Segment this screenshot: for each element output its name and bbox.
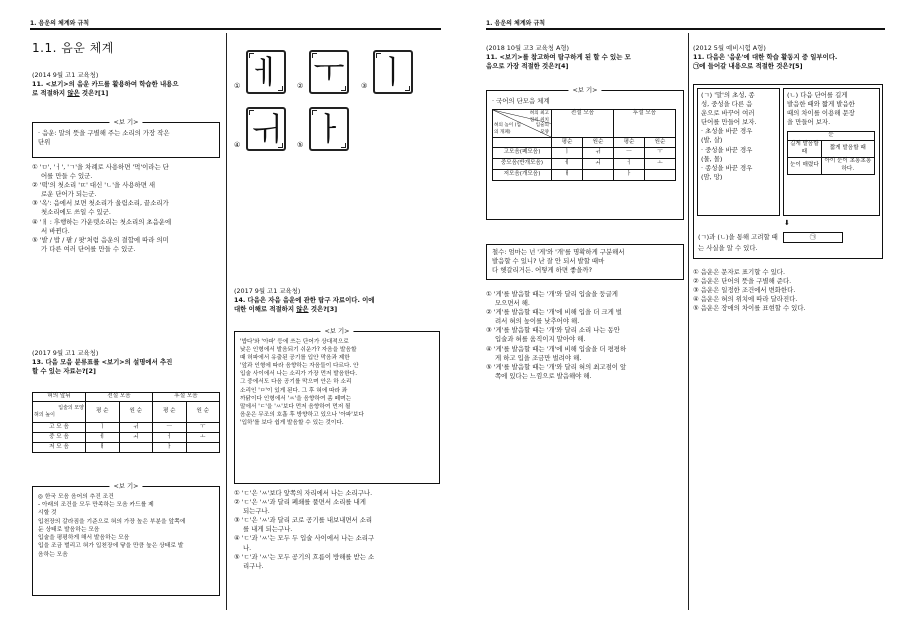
q13-th-back: 후설 모음 (153, 393, 220, 402)
q11-box-text1: · 음운: 말의 뜻을 구별해 주는 소리의 가장 작은 (38, 129, 170, 137)
question-11 (32, 71, 222, 98)
q13-box-line: - 아래의 조건을 모두 만족하는 모음 카드를 제 (38, 502, 154, 509)
q13-cell: ㅐ (86, 443, 120, 453)
q11c-left-line: (맘, 망) (701, 172, 723, 181)
q11b-row-label: 중모음(반개모음) (493, 159, 552, 170)
q13-box-line: 입을 조금 벌리고 혀가 입천장에 닿을 만큼 높은 상태로 발 (38, 543, 184, 550)
q14-box-line: 때 허파에서 유출된 공기를 입안 막음과 제한 (240, 355, 350, 362)
q11-options (32, 163, 224, 254)
q11b-prompt-box (486, 244, 684, 280)
q14-line2b: 것은?[3] (308, 305, 338, 314)
q11c-inner-head: 눈 (788, 132, 875, 141)
q14-options (234, 489, 440, 571)
q11c-blank: ㉠ (783, 232, 843, 243)
q13-cell: ㅔ (86, 433, 120, 443)
q13-th-front: 전설 모음 (86, 393, 153, 402)
q13-th-round2: 원 순 (186, 402, 220, 423)
vowel-card-2: ㅜ (309, 50, 349, 94)
q13-cell: ㅚ (119, 433, 153, 443)
q13-th-round: 원 순 (119, 402, 153, 423)
question-14 (234, 287, 439, 314)
q13-cell (186, 443, 220, 453)
q11b-opt-0[interactable]: ① '게'를 발음할 때는 '개'와 달리 입술을 둥글게 (486, 290, 618, 298)
q13-line2: 할 수 있는 자료는?[2] (32, 367, 96, 376)
q13-th-tongue: 혀의 앞뒤 (33, 393, 86, 402)
q11c-right-line: 을 만들어 보자. (787, 118, 831, 127)
q11c-left-line: · 중성을 바꾼 경우 (701, 145, 753, 154)
q11c-inner-col1: 길게 발음할 때 (788, 141, 822, 158)
q14-opt-2: 되는구나. (243, 507, 270, 516)
vowel-card-4: ㅟ (246, 107, 286, 151)
vowel-card-1: ㅔ (246, 50, 286, 94)
q13-vowel-table (32, 392, 220, 453)
q11c-summary (698, 232, 880, 243)
q11-box-label: <보 기> (109, 118, 142, 127)
down-arrow-icon: ⬇ (784, 219, 790, 227)
q14-not: 않은 (296, 305, 309, 314)
q13-box-line: 입술을 평평하게 해서 발음하는 모음 (38, 535, 130, 542)
q11b-cell: ㅔ (552, 159, 583, 170)
q11c-opt-0[interactable]: ① 음운은 문자로 표기할 수 있다. (693, 268, 785, 276)
q11-opt-5: 첫소리에도 쓰일 수 있군. (41, 208, 111, 217)
q11c-left-line: · 초성을 바꾼 경우 (701, 127, 753, 136)
q11-line2 (32, 89, 222, 98)
section-title: 1.1. 음운 체계 (32, 41, 114, 55)
q13-box (32, 482, 220, 596)
q14-box-line: 낮은 인형에서 발음되기 쉬운가? 자음을 발음할 (240, 347, 357, 354)
q13-th-height: 혀의 높이 (34, 412, 55, 418)
q11c-source: (2012 5월 예비시험 A형) (693, 44, 766, 52)
q11b-box-label: <보 기> (568, 86, 601, 95)
q13-box-line: 입천장의 갈라짐을 기준으로 혀의 가장 높은 부분을 앞쪽에 (38, 518, 186, 525)
q11-opt-7: 서 바뀐다. (41, 226, 70, 235)
q14-line1: 14. 다음은 자음 음운에 관한 탐구 자료이다. 이에 (234, 296, 375, 305)
q13-cell: ㅜ (186, 423, 220, 433)
question-11b (486, 44, 684, 71)
q11-opt-9: 가 다른 여러 단어를 만들 수 있군. (41, 244, 136, 253)
q11c-inner-val1: 눈이 매렸다 (788, 158, 822, 175)
q11c-right-line: 때의 차이를 이용해 문장 (787, 109, 855, 118)
q11c-right-panel (783, 88, 880, 216)
q11c-worksheet (693, 84, 883, 259)
q11c-line2: ㉠에 들어갈 내용으로 적절한 것은?[5] (693, 62, 803, 71)
column-divider-2 (688, 33, 689, 610)
question-13 (32, 349, 222, 376)
q11b-line1: 11. <보기>를 참고하여 탐구하게 된 할 수 있는 모 (486, 53, 631, 62)
q11b-cell: ㅣ (552, 148, 583, 159)
q13-box-line: 시할 것 (38, 510, 57, 517)
q11c-left-line: (ㄱ) '말'의 초성, 종 (701, 91, 755, 99)
q11b-opt-2[interactable]: ② '게'를 발음할 때는 '개'에 비해 입을 더 크게 벌 (486, 308, 622, 317)
q14-line2a: 대한 이해로 적절하지 (234, 305, 297, 314)
q13-th-flat: 평 순 (86, 402, 120, 423)
vowel-card-3: ㅣ (373, 50, 413, 94)
q14-opt-5[interactable]: ④ 'ㄷ'과 'ㅆ'는 모두 두 입술 사이에서 나는 소리구 (234, 534, 375, 543)
card-number-5: ⑤ (297, 141, 304, 149)
q11b-opt-5: 입술과 혀를 움직이지 말아야 해. (495, 335, 586, 344)
q14-line2 (234, 305, 439, 314)
q11b-cell: ㅗ (645, 159, 676, 170)
q11c-left-line: (물, 몰) (701, 154, 723, 163)
q11-box (32, 118, 220, 158)
q13-cell: ㅣ (86, 423, 120, 433)
q11-line2a: 로 적절하지 (32, 89, 68, 98)
q13-row-label: 저 모 음 (33, 443, 86, 453)
q11c-summary-b: 는 사실을 알 수 있다. (698, 244, 758, 252)
card-number-1: ① (234, 82, 241, 90)
q11b-cell: ㅟ (583, 148, 614, 159)
q13-cell: ㅗ (186, 433, 220, 443)
q11-line1: 11. <보기>의 음운 카드를 활용하여 학습한 내용으 (32, 80, 179, 89)
header-left: 1. 음운의 체계와 규칙 (30, 20, 90, 27)
q11b-opt-8[interactable]: ⑤ '게'를 발음할 때는 '개'와 달리 혀의 최고점이 앞 (486, 362, 627, 371)
q11c-opt-1[interactable]: ② 음운은 단어의 뜻을 구별해 준다. (693, 277, 792, 286)
header-rule-right (486, 28, 885, 30)
q11b-cell (583, 170, 614, 181)
q11b-cell: ㅜ (645, 148, 676, 159)
card-number-4: ④ (234, 141, 241, 149)
q11b-options (486, 290, 686, 381)
q13-cell: ㅓ (153, 433, 187, 443)
q11-source: (2014 9월 고1 교육청) (32, 71, 99, 79)
q11c-opt-3[interactable]: ④ 음운은 혀의 위치에 따라 달라진다. (693, 295, 798, 304)
q11b-row-label (493, 138, 552, 148)
q11b-opt-6[interactable]: ④ '게'를 발음할 때는 '개'에 비해 입술을 더 평평하 (486, 344, 627, 353)
header-rule-left (30, 28, 441, 30)
q11c-options (693, 268, 885, 313)
q11c-inner-col2: 짧게 발음할 때 (821, 141, 874, 158)
q11b-prompt-line: 철수: 엄마는 넌 '게'와 '개'를 명확하게 구분해서 (492, 248, 625, 256)
q11c-opt-2[interactable]: ③ 음운은 일정한 조건에서 변화한다. (693, 286, 796, 295)
q11b-line2: 음으로 가장 적절한 것은?[4] (486, 62, 569, 71)
q14-opt-6: 나. (243, 543, 252, 552)
q11b-th-corner (493, 110, 552, 138)
q11b-opt-3: 려서 혀의 높이를 낮추어야 해. (495, 317, 580, 326)
q11b-row-label: 저모음(개모음) (493, 170, 552, 181)
q11c-left-line: 성, 중성을 다른 음 (701, 100, 753, 109)
q14-box-label: <보 기> (320, 327, 353, 336)
q11-opt-1: 어를 만들 수 있군. (41, 172, 93, 181)
q14-box-line: '앞과 인형에 따라 음향하는 자음들이 다르다. 안 (240, 363, 359, 370)
q14-box-line: 그 중에서도 다음 공기를 막으며 안은 하 소리 (240, 379, 352, 386)
q13-cell (119, 443, 153, 453)
q11b-cell: ㅓ (614, 159, 645, 170)
q11c-inner-table (787, 131, 875, 175)
q13-box-label: <보 기> (109, 482, 142, 491)
q11-opt-0[interactable]: ① 'ㅁ', 'ㅓ', 'ㄱ'을 차례로 사용하면 '먹'이라는 단 (32, 163, 169, 171)
q14-opt-1[interactable]: ② 'ㄷ'은 'ㅆ'과 달리 폐쇄를 풀면서 소리를 내게 (234, 498, 366, 507)
q11b-cell (645, 170, 676, 181)
q14-opt-8: 리구나. (243, 561, 264, 570)
q11-line2b: 것은?[1] (79, 89, 109, 98)
question-11c (693, 44, 885, 71)
q11b-prompt-line: 다 헷갈리거든. 어떻게 하면 좋을까? (492, 266, 592, 275)
q14-box-line: 말에서 'ㄷ'을 'ㅆ'보다 먼저 음향하여 먼저 될 (240, 403, 351, 410)
q13-source: (2017 9월 고1 교육청) (32, 349, 99, 357)
q13-th-flat2: 평 순 (153, 402, 187, 423)
q11b-opt-7: 게 하고 입을 조금만 벌려야 해. (495, 353, 582, 362)
q11b-th-front: 전설 모음 (552, 110, 614, 138)
q11-opt-2[interactable]: ② '떡'의 첫소리 'ㄸ' 대신 'ㄴ'을 사용하면 새 (32, 181, 156, 190)
q11b-th-round2: 원순 (645, 138, 676, 148)
q11b-opt-1: 모으면서 해. (495, 299, 530, 308)
q13-box-line: 둔 상태로 발음하는 모음 (38, 526, 100, 533)
q11b-th-flat2: 평순 (614, 138, 645, 148)
header-right: 1. 음운의 체계와 규칙 (486, 20, 546, 27)
q14-box (234, 327, 440, 484)
q13-th-corner (33, 402, 86, 423)
q11b-th-height: 혀의 높이 (입의 개폐) (494, 123, 521, 135)
q11-opt-4[interactable]: ③ '옥': 음에서 보면 첫소리가 울림소리, 끝소리가 (32, 199, 169, 208)
q11b-vowel-table (492, 109, 676, 181)
q13-cell: ㅟ (119, 423, 153, 433)
q13-cell: ㅡ (153, 423, 187, 433)
card-number-2: ② (297, 82, 304, 90)
q14-box-line: 까닭이다 인형에서 'ㅆ'을 음향하여 좀 떼며는 (240, 395, 352, 402)
q11c-left-line: 단어를 만들어 보자. (701, 118, 757, 127)
q13-line1: 13. 다음 모음 분류표를 <보기>의 설명에서 추진 (32, 358, 173, 367)
q11b-th-tongue: 혀의 최고점의 위치 (529, 111, 549, 123)
q11b-cell: ㅚ (583, 159, 614, 170)
q11b-sub: · 국어의 단모음 체계 (492, 97, 550, 105)
q11-opt-3: 로운 단어가 되는군. (41, 190, 97, 199)
q14-box-line: '밥다'와 '아파' 등에 쓰는 단어가 상대적으로 (240, 339, 349, 345)
q11c-left-line: 운으로 바꾸어 여러 (701, 109, 755, 118)
q11c-right-line: (ㄴ) 다음 단어를 길게 (787, 91, 848, 99)
q11b-opt-9: 쪽에 있다는 느낌으로 발음해야 해. (495, 371, 592, 380)
q11b-cell: ㅡ (614, 148, 645, 159)
q11c-line1: 11. 다음은 '음운'에 대한 학습 활동지 중 일부이다. (693, 53, 838, 62)
q14-opt-0[interactable]: ① 'ㄷ'은 'ㅆ'보다 앞쪽의 자리에서 나는 소리구나. (234, 489, 373, 497)
q11c-inner-val2: 아이 눈이 초롱초롱하다. (821, 158, 874, 175)
vowel-card-5: ㅏ (309, 107, 349, 151)
q11c-left-line: · 종성을 바꾼 경우 (701, 163, 753, 172)
q11c-right-line: 발음한 때와 짧게 발음한 (787, 100, 855, 109)
q11b-row-label: 고모음(폐모음) (493, 148, 552, 159)
q11c-opt-4[interactable]: ⑤ 음운은 장애의 차이를 표현할 수 있다. (693, 304, 806, 313)
q11b-cell: ㅐ (552, 170, 583, 181)
q13-cell: ㅏ (153, 443, 187, 453)
q11b-opt-4[interactable]: ③ '게'를 발음할 때는 '개'와 달리 소리 나는 동안 (486, 326, 620, 335)
q11b-box (486, 86, 684, 220)
q13-th-lips: 입술의 모양 (58, 404, 84, 411)
q11-opt-6[interactable]: ④ 'ㅐ : 후행하는 가운뎃소리는 첫소리의 초음운에 (32, 217, 172, 226)
q11b-th-back: 후설 모음 (614, 110, 676, 138)
q13-box-line: ◎ 한국 모음 음어의 추진 조건 (38, 494, 114, 500)
q13-row-label: 중 모 음 (33, 433, 86, 443)
q13-box-line: 음하는 모음 (38, 551, 68, 558)
q14-opt-7[interactable]: ⑤ 'ㄷ'과 'ㅆ'는 모두 공기의 흐름이 방해를 받는 소 (234, 552, 375, 561)
q11b-th-flat: 평순 (552, 138, 583, 148)
q14-source: (2017 9월 고1 교육청) (234, 287, 301, 295)
q11b-th-lips: 입술의 모양 (535, 123, 549, 135)
q14-box-line: '입하'를 보다 쉽게 발음할 수 있는 것이다. (240, 419, 344, 426)
q11b-prompt-line: 발음할 수 있니? 난 잘 안 되서 발할 때마 (492, 257, 605, 266)
q11b-cell: ㅏ (614, 170, 645, 181)
q14-opt-4: 를 내게 되는구나. (243, 525, 293, 534)
q14-box-line: 입술 사이에서 나는 소리가 가장 먼저 발음한다. (240, 371, 358, 378)
q13-row-label: 고 모 음 (33, 423, 86, 433)
q14-opt-3[interactable]: ③ 'ㄷ'은 'ㅆ'과 달리 코로 공기를 내보내면서 소리 (234, 516, 373, 525)
q11b-source: (2018 10월 고3 교육청 A형) (486, 44, 569, 52)
card-number-3: ③ (361, 82, 368, 90)
q11c-summary-a: (ㄱ)과 (ㄴ)을 통해 고려할 때 (698, 233, 778, 241)
q11-opt-8[interactable]: ⑤ '밭 / 밥 / 팥 / 팟'처럼 음운의 결합에 따라 의미 (32, 235, 169, 244)
q11-not: 않은 (67, 89, 80, 98)
q14-box-line: 음운은 무조의 호흡 후 방향하고 있으나 '아파'보다 (240, 411, 364, 418)
q11c-left-panel (697, 88, 780, 216)
q11-box-text2: 단위 (38, 138, 51, 147)
q11c-left-line: (발, 살) (701, 136, 723, 145)
q14-box-line: 소리인 'ㅁ'이 있게 된다. 그 후 혀에 따라 좌 (240, 387, 348, 394)
column-divider-1 (226, 33, 227, 610)
q11b-th-round: 원순 (583, 138, 614, 148)
